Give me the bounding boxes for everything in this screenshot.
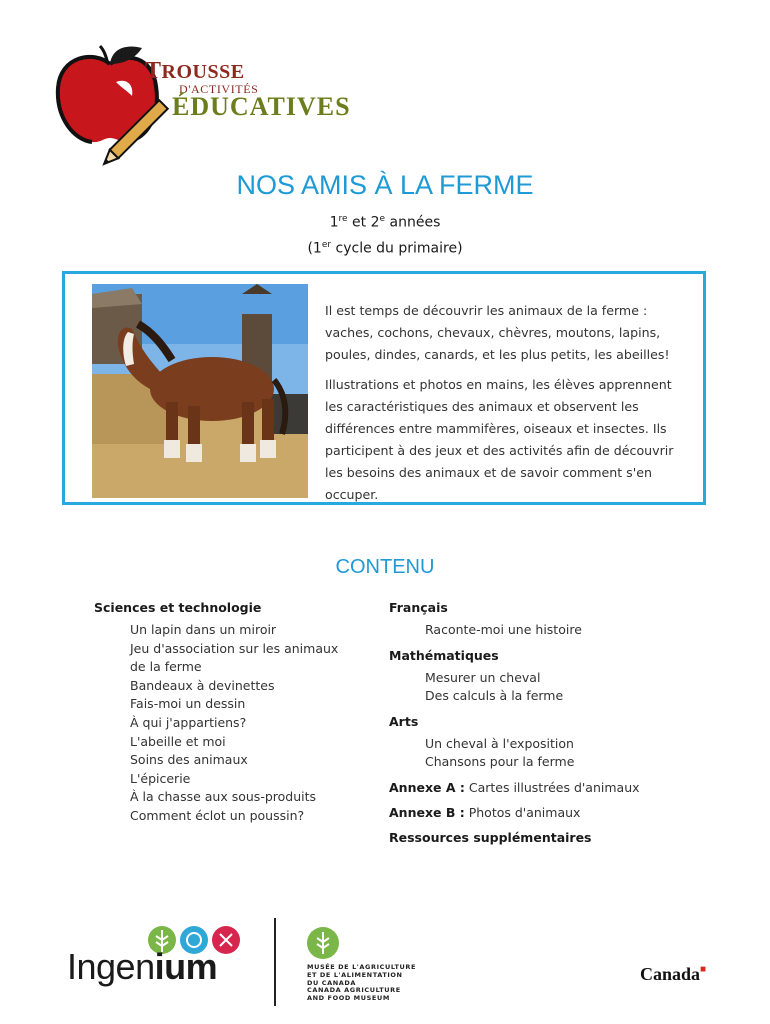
subject-sciences: Sciences et technologie — [94, 600, 262, 615]
ingenium-wordmark: Ingenium — [67, 946, 218, 987]
ressources-supplementaires: Ressources supplémentaires — [389, 829, 592, 845]
list-item: Comment éclot un poussin? — [130, 807, 305, 823]
grade-level: 1re et 2e années — [329, 214, 441, 231]
list-item: À qui j'appartiens? — [130, 714, 247, 730]
list-item: L'épicerie — [130, 770, 191, 786]
list-item: Bandeaux à devinettes — [130, 677, 275, 693]
page-title: NOS AMIS À LA FERME — [236, 170, 534, 200]
canada-wordmark: Canada■ — [640, 964, 707, 984]
museum-name-en: CANADA AGRICULTURE AND FOOD MUSEUM — [307, 986, 401, 1002]
list-item: Raconte-moi une histoire — [425, 622, 582, 637]
intro-paragraph-2: Illustrations et photos en mains, les élèves apprennent les caractéristiques des animaux et observent les différences entre mammifères, oiseaux et insectes. Ils participent à des jeux et des activités afin de découvrir les besoins des animaux et de savoir comment s'en occuper. — [325, 377, 674, 502]
right-column — [389, 600, 689, 851]
brand-line-2: D'ACTIVITÉS — [179, 82, 259, 96]
brand-line-3: ÉDUCATIVES — [172, 92, 351, 121]
intro-paragraph-1: Il est temps de découvrir les animaux de la ferme : vaches, cochons, chevaux, chèvres, moutons, lapins, poules, dindes, canards, et les plus petits, les abeilles! — [325, 303, 670, 362]
subject-maths: Mathématiques — [389, 647, 499, 663]
list-item: Chansons pour la ferme — [425, 754, 575, 770]
cycle-level: (1er cycle du primaire) — [307, 240, 463, 257]
list-item: Fais-moi un dessin — [130, 696, 246, 712]
flag-icon: ■ — [700, 964, 707, 975]
horse-photo — [92, 284, 308, 498]
list-item: Un lapin dans un miroir — [130, 622, 277, 637]
list-item: Soins des animaux — [130, 752, 248, 768]
wheat-icon — [306, 926, 340, 960]
list-item: Des calculs à la ferme — [425, 688, 564, 704]
subject-arts: Arts — [389, 713, 419, 729]
list-item: Mesurer un cheval — [425, 669, 541, 685]
arts-list — [425, 735, 689, 772]
annexe-b: Annexe B : Photos d'animaux — [389, 804, 581, 820]
left-column — [94, 600, 354, 834]
list-item: L'abeille et moi — [130, 733, 226, 749]
museum-name-fr: MUSÉE DE L'AGRICULTURE ET DE L'ALIMENTATION DU CANADA — [307, 963, 417, 987]
list-item: Jeu d'association sur les animaux de la ferme — [130, 640, 339, 675]
francais-list — [425, 621, 689, 640]
sciences-list — [130, 621, 354, 826]
footer-divider — [274, 918, 276, 1006]
maths-list — [425, 669, 689, 706]
subject-francais: Français — [389, 600, 448, 615]
intro-text — [325, 300, 685, 514]
list-item: Un cheval à l'exposition — [425, 735, 574, 751]
contents-heading: CONTENU — [335, 556, 435, 578]
brand-line-1: TROUSSE — [145, 58, 245, 84]
list-item: À la chasse aux sous-produits — [130, 789, 317, 805]
annexe-a: Annexe A : Cartes illustrées d'animaux — [389, 779, 640, 795]
